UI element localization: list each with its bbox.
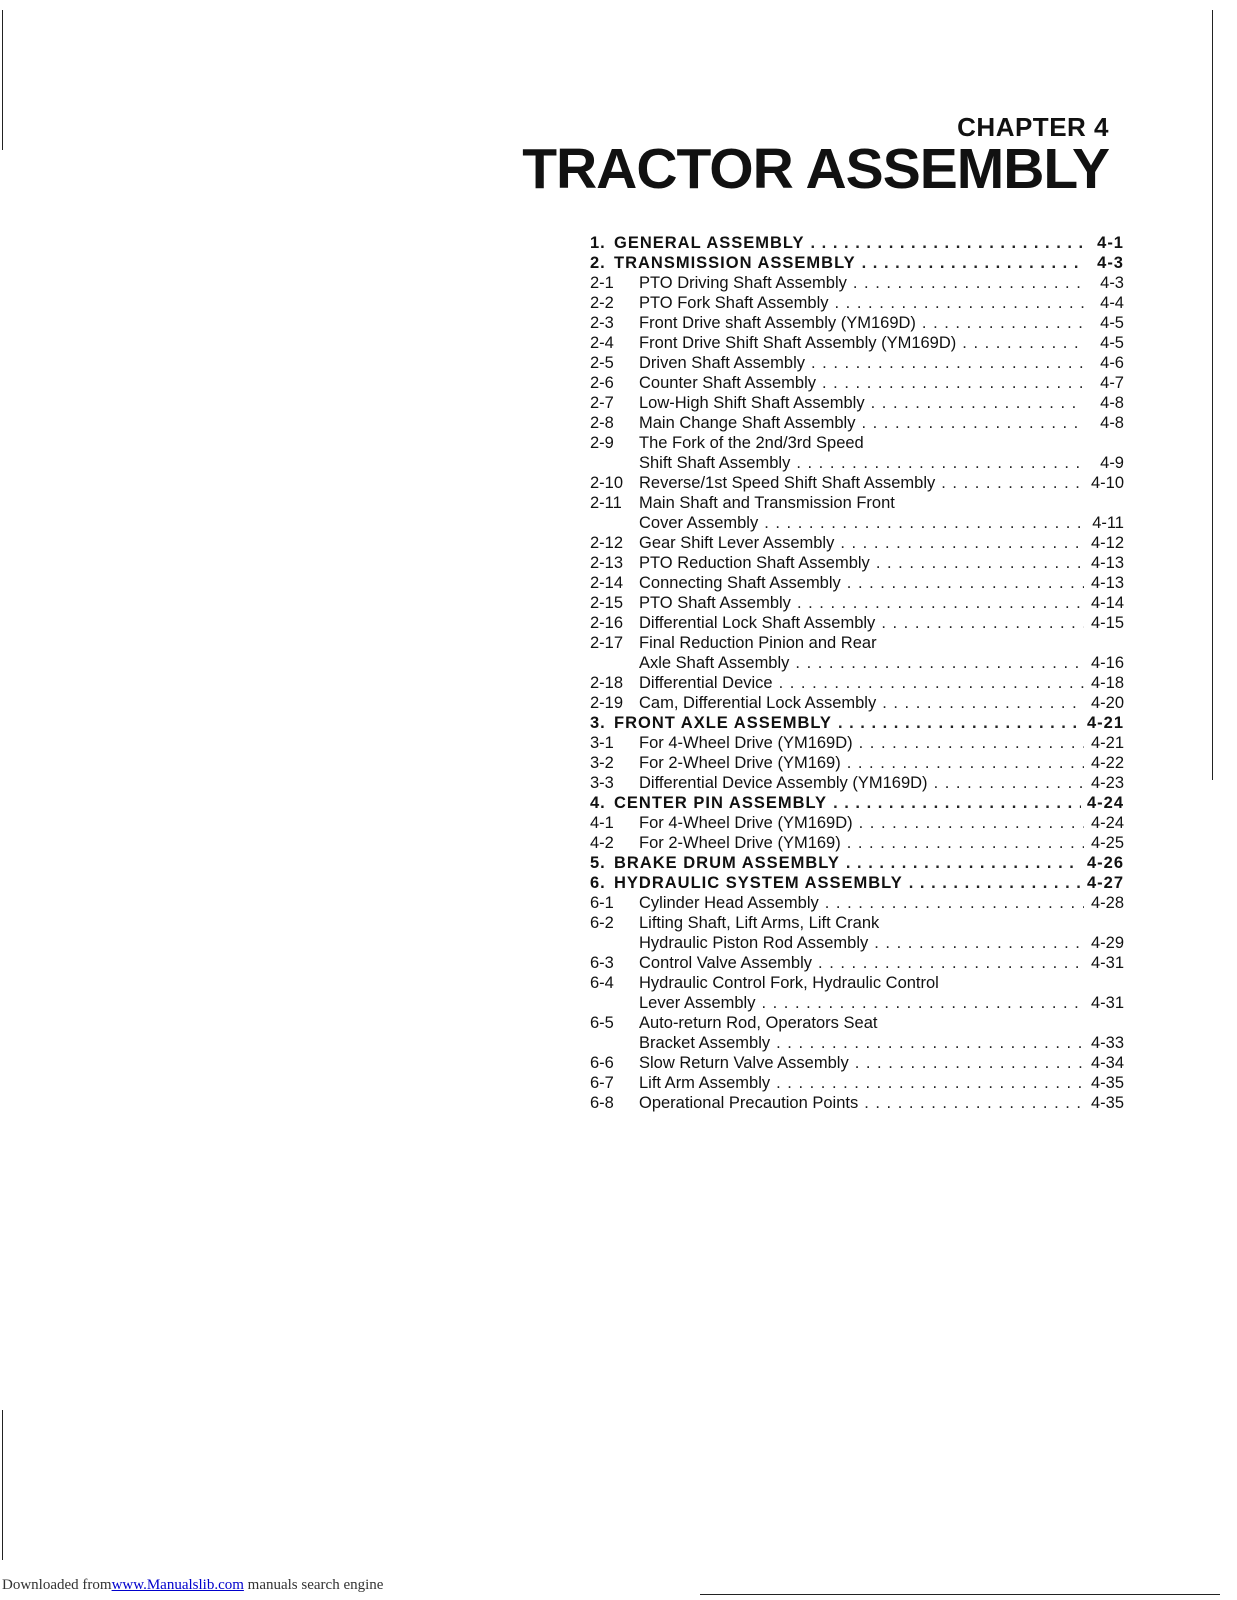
toc-section-row: [590, 233, 1124, 253]
toc-leader-dots: [835, 293, 1084, 313]
toc-title: HYDRAULIC SYSTEM ASSEMBLY: [614, 874, 903, 892]
toc-entry-row: [590, 553, 1124, 573]
toc-number: 2-6: [590, 374, 614, 392]
toc-leader-dots: [862, 253, 1084, 273]
toc-leader-dots: [822, 373, 1084, 393]
toc-title: FRONT AXLE ASSEMBLY: [614, 714, 832, 732]
toc-number: 4-1: [590, 814, 614, 832]
toc-number: 2-14: [590, 574, 624, 592]
toc-leader-dots: [795, 653, 1084, 673]
footer-rule: [700, 1594, 1220, 1595]
toc-title: Bracket Assembly: [639, 1034, 771, 1052]
toc-leader-dots: [846, 853, 1081, 873]
toc-page-number: 4-18: [1090, 674, 1124, 692]
toc-entry-row: [590, 913, 1124, 933]
toc-entry-row: [590, 753, 1124, 773]
toc-title: GENERAL ASSEMBLY: [614, 234, 805, 252]
toc-title: PTO Fork Shaft Assembly: [639, 294, 829, 312]
toc-leader-dots: [840, 533, 1084, 553]
toc-title: Reverse/1st Speed Shift Shaft Assembly: [639, 474, 936, 492]
toc-entry-row: [590, 953, 1124, 973]
toc-number: 2-11: [590, 494, 622, 512]
toc-leader-dots: [922, 313, 1084, 333]
toc-leader-dots: [876, 553, 1084, 573]
toc-leader-dots: [833, 793, 1081, 813]
toc-title: Operational Precaution Points: [639, 1094, 859, 1112]
toc-title: Differential Device Assembly (YM169D): [639, 774, 928, 792]
toc-number: 2-15: [590, 594, 624, 612]
toc-number: 2-8: [590, 414, 614, 432]
toc-page-number: 4-24: [1090, 814, 1124, 832]
toc-leader-dots: [853, 273, 1084, 293]
toc-leader-dots: [847, 573, 1084, 593]
toc-number: 6-2: [590, 914, 614, 932]
toc-number: 2-7: [590, 394, 614, 412]
toc-title: PTO Driving Shaft Assembly: [639, 274, 847, 292]
toc-title: Cover Assembly: [639, 514, 759, 532]
left-edge-line: [2, 10, 3, 150]
chapter-label: CHAPTER 4: [957, 112, 1109, 142]
toc-page-number: 4-31: [1090, 954, 1124, 972]
toc-leader-dots: [847, 753, 1084, 773]
toc-title: Counter Shaft Assembly: [639, 374, 817, 392]
toc-number: 4-2: [590, 834, 614, 852]
toc-entry-row: [590, 833, 1124, 853]
download-footer: [2, 1577, 383, 1594]
toc-number: 2-9: [590, 434, 614, 452]
toc-page-number: 4-35: [1090, 1074, 1124, 1092]
toc-leader-dots: [859, 733, 1084, 753]
toc-leader-dots: [797, 593, 1084, 613]
toc-number: 2-4: [590, 334, 614, 352]
toc-number: 6.: [590, 874, 606, 892]
left-edge-line-bottom: [2, 1410, 3, 1560]
toc-entry-row: [590, 633, 1124, 653]
toc-number: 3-3: [590, 774, 614, 792]
toc-section-row: [590, 853, 1124, 873]
toc-page-number: 4-1: [1097, 234, 1124, 252]
toc-entry-row: [590, 313, 1124, 333]
toc-leader-dots: [882, 693, 1084, 713]
toc-entry-row: [590, 513, 1124, 533]
toc-number: 5.: [590, 854, 606, 872]
toc-entry-row: [590, 593, 1124, 613]
toc-entry-row: [590, 653, 1124, 673]
toc-page-number: 4-21: [1090, 734, 1124, 752]
toc-title: Hydraulic Piston Rod Assembly: [639, 934, 869, 952]
toc-page-number: 4-16: [1090, 654, 1124, 672]
toc-section-row: [590, 873, 1124, 893]
toc-page-number: 4-8: [1100, 414, 1124, 432]
toc-entry-row: [590, 973, 1124, 993]
toc-leader-dots: [855, 1053, 1084, 1073]
manualslib-link[interactable]: www.Manualslib.com: [111, 1577, 244, 1593]
toc-leader-dots: [881, 613, 1084, 633]
toc-title: PTO Shaft Assembly: [639, 594, 791, 612]
toc-entry-row: [590, 413, 1124, 433]
toc-number: 6-7: [590, 1074, 614, 1092]
footer-suffix: manuals search engine: [243, 1577, 384, 1593]
toc-entry-row: [590, 373, 1124, 393]
toc-page-number: 4-7: [1100, 374, 1124, 392]
toc-page-number: 4-4: [1100, 294, 1124, 312]
toc-entry-row: [590, 533, 1124, 553]
toc-leader-dots: [776, 1073, 1084, 1093]
toc-section-row: [590, 713, 1124, 733]
toc-leader-dots: [864, 1093, 1084, 1113]
toc-page-number: 4-29: [1090, 934, 1124, 952]
toc-leader-dots: [941, 473, 1084, 493]
table-of-contents: [590, 233, 1124, 1113]
toc-entry-row: [590, 733, 1124, 753]
toc-number: 2-17: [590, 634, 624, 652]
toc-leader-dots: [825, 893, 1084, 913]
toc-title: Slow Return Valve Assembly: [639, 1054, 849, 1072]
toc-title: Driven Shaft Assembly: [639, 354, 805, 372]
toc-number: 2-16: [590, 614, 624, 632]
toc-page-number: 4-35: [1090, 1094, 1124, 1112]
toc-page-number: 4-10: [1090, 474, 1124, 492]
toc-number: 3-2: [590, 754, 614, 772]
toc-title: Auto-return Rod, Operators Seat: [639, 1014, 878, 1032]
toc-title: Final Reduction Pinion and Rear: [639, 634, 877, 652]
toc-leader-dots: [859, 813, 1084, 833]
toc-page-number: 4-3: [1100, 274, 1124, 292]
toc-title: Gear Shift Lever Assembly: [639, 534, 835, 552]
toc-entry-row: [590, 893, 1124, 913]
toc-entry-row: [590, 353, 1124, 373]
toc-entry-row: [590, 613, 1124, 633]
toc-leader-dots: [761, 993, 1084, 1013]
toc-title: Lifting Shaft, Lift Arms, Lift Crank: [639, 914, 880, 932]
toc-page-number: 4-3: [1097, 254, 1124, 272]
toc-number: 2-2: [590, 294, 614, 312]
toc-title: Connecting Shaft Assembly: [639, 574, 841, 592]
toc-title: Main Shaft and Transmission Front: [639, 494, 895, 512]
toc-leader-dots: [934, 773, 1084, 793]
toc-page-number: 4-14: [1090, 594, 1124, 612]
toc-page-number: 4-22: [1090, 754, 1124, 772]
toc-title: Differential Lock Shaft Assembly: [639, 614, 876, 632]
toc-page-number: 4-6: [1100, 354, 1124, 372]
toc-title: Axle Shaft Assembly: [639, 654, 790, 672]
chapter-title: TRACTOR ASSEMBLY: [522, 137, 1109, 201]
toc-page-number: 4-8: [1100, 394, 1124, 412]
toc-page-number: 4-15: [1090, 614, 1124, 632]
toc-section-row: [590, 253, 1124, 273]
toc-leader-dots: [776, 1033, 1084, 1053]
toc-title: For 4-Wheel Drive (YM169D): [639, 814, 853, 832]
toc-number: 2-3: [590, 314, 614, 332]
toc-entry-row: [590, 293, 1124, 313]
toc-title: TRANSMISSION ASSEMBLY: [614, 254, 856, 272]
toc-entry-row: [590, 453, 1124, 473]
toc-title: Lift Arm Assembly: [639, 1074, 771, 1092]
toc-leader-dots: [962, 333, 1084, 353]
toc-leader-dots: [811, 233, 1084, 253]
toc-entry-row: [590, 333, 1124, 353]
toc-page-number: 4-11: [1092, 514, 1124, 532]
toc-number: 2-13: [590, 554, 624, 572]
toc-entry-row: [590, 1093, 1124, 1113]
toc-title: Front Drive shaft Assembly (YM169D): [639, 314, 916, 332]
toc-entry-row: [590, 673, 1124, 693]
toc-entry-row: [590, 1013, 1124, 1033]
toc-number: 2-1: [590, 274, 614, 292]
toc-entry-row: [590, 1053, 1124, 1073]
toc-leader-dots: [779, 673, 1084, 693]
toc-number: 6-1: [590, 894, 614, 912]
toc-entry-row: [590, 493, 1124, 513]
toc-leader-dots: [796, 453, 1084, 473]
toc-leader-dots: [818, 953, 1084, 973]
toc-entry-row: [590, 693, 1124, 713]
toc-page-number: 4-13: [1090, 574, 1124, 592]
toc-page-number: 4-13: [1090, 554, 1124, 572]
toc-title: Cam, Differential Lock Assembly: [639, 694, 877, 712]
toc-number: 6-5: [590, 1014, 614, 1032]
toc-title: Cylinder Head Assembly: [639, 894, 819, 912]
toc-entry-row: [590, 993, 1124, 1013]
toc-entry-row: [590, 933, 1124, 953]
toc-page-number: 4-23: [1090, 774, 1124, 792]
toc-page-number: 4-5: [1100, 314, 1124, 332]
toc-entry-row: [590, 273, 1124, 293]
toc-section-row: [590, 793, 1124, 813]
toc-page-number: 4-21: [1086, 714, 1124, 732]
toc-leader-dots: [871, 393, 1084, 413]
toc-title: Low-High Shift Shaft Assembly: [639, 394, 865, 412]
toc-page-number: 4-34: [1090, 1054, 1124, 1072]
toc-entry-row: [590, 1033, 1124, 1053]
toc-page-number: 4-31: [1090, 994, 1124, 1012]
toc-number: 1.: [590, 234, 606, 252]
toc-number: 2-19: [590, 694, 624, 712]
toc-title: CENTER PIN ASSEMBLY: [614, 794, 828, 812]
toc-title: Front Drive Shift Shaft Assembly (YM169D): [639, 334, 957, 352]
toc-number: 3.: [590, 714, 606, 732]
toc-entry-row: [590, 1073, 1124, 1093]
toc-leader-dots: [874, 933, 1084, 953]
toc-leader-dots: [861, 413, 1084, 433]
toc-leader-dots: [847, 833, 1084, 853]
toc-title: For 4-Wheel Drive (YM169D): [639, 734, 853, 752]
toc-leader-dots: [811, 353, 1084, 373]
toc-leader-dots: [764, 513, 1084, 533]
toc-entry-row: [590, 573, 1124, 593]
toc-number: 2-12: [590, 534, 624, 552]
toc-title: Shift Shaft Assembly: [639, 454, 791, 472]
toc-page-number: 4-28: [1090, 894, 1124, 912]
toc-number: 2-10: [590, 474, 624, 492]
toc-page-number: 4-26: [1086, 854, 1124, 872]
toc-title: Control Valve Assembly: [639, 954, 813, 972]
toc-title: The Fork of the 2nd/3rd Speed: [639, 434, 864, 452]
toc-leader-dots: [838, 713, 1081, 733]
toc-page-number: 4-9: [1100, 454, 1124, 472]
toc-page-number: 4-27: [1086, 874, 1124, 892]
footer-prefix: Downloaded from: [2, 1577, 112, 1593]
toc-page-number: 4-5: [1100, 334, 1124, 352]
toc-number: 6-8: [590, 1094, 614, 1112]
toc-entry-row: [590, 473, 1124, 493]
toc-entry-row: [590, 813, 1124, 833]
toc-title: Hydraulic Control Fork, Hydraulic Control: [639, 974, 939, 992]
toc-page-number: 4-33: [1090, 1034, 1124, 1052]
toc-title: BRAKE DRUM ASSEMBLY: [614, 854, 840, 872]
toc-title: PTO Reduction Shaft Assembly: [639, 554, 870, 572]
right-edge-line: [1212, 10, 1213, 780]
toc-title: Differential Device: [639, 674, 773, 692]
toc-number: 2-18: [590, 674, 624, 692]
toc-page-number: 4-20: [1090, 694, 1124, 712]
toc-leader-dots: [909, 873, 1081, 893]
toc-number: 2-5: [590, 354, 614, 372]
toc-title: For 2-Wheel Drive (YM169): [639, 754, 841, 772]
toc-number: 4.: [590, 794, 606, 812]
toc-title: Main Change Shaft Assembly: [639, 414, 856, 432]
toc-number: 2.: [590, 254, 606, 272]
toc-number: 6-3: [590, 954, 614, 972]
toc-title: Lever Assembly: [639, 994, 756, 1012]
toc-number: 6-6: [590, 1054, 614, 1072]
toc-entry-row: [590, 433, 1124, 453]
toc-title: For 2-Wheel Drive (YM169): [639, 834, 841, 852]
toc-page-number: 4-24: [1086, 794, 1124, 812]
toc-number: 3-1: [590, 734, 614, 752]
toc-page-number: 4-12: [1090, 534, 1124, 552]
toc-entry-row: [590, 773, 1124, 793]
toc-entry-row: [590, 393, 1124, 413]
toc-number: 6-4: [590, 974, 614, 992]
toc-page-number: 4-25: [1090, 834, 1124, 852]
